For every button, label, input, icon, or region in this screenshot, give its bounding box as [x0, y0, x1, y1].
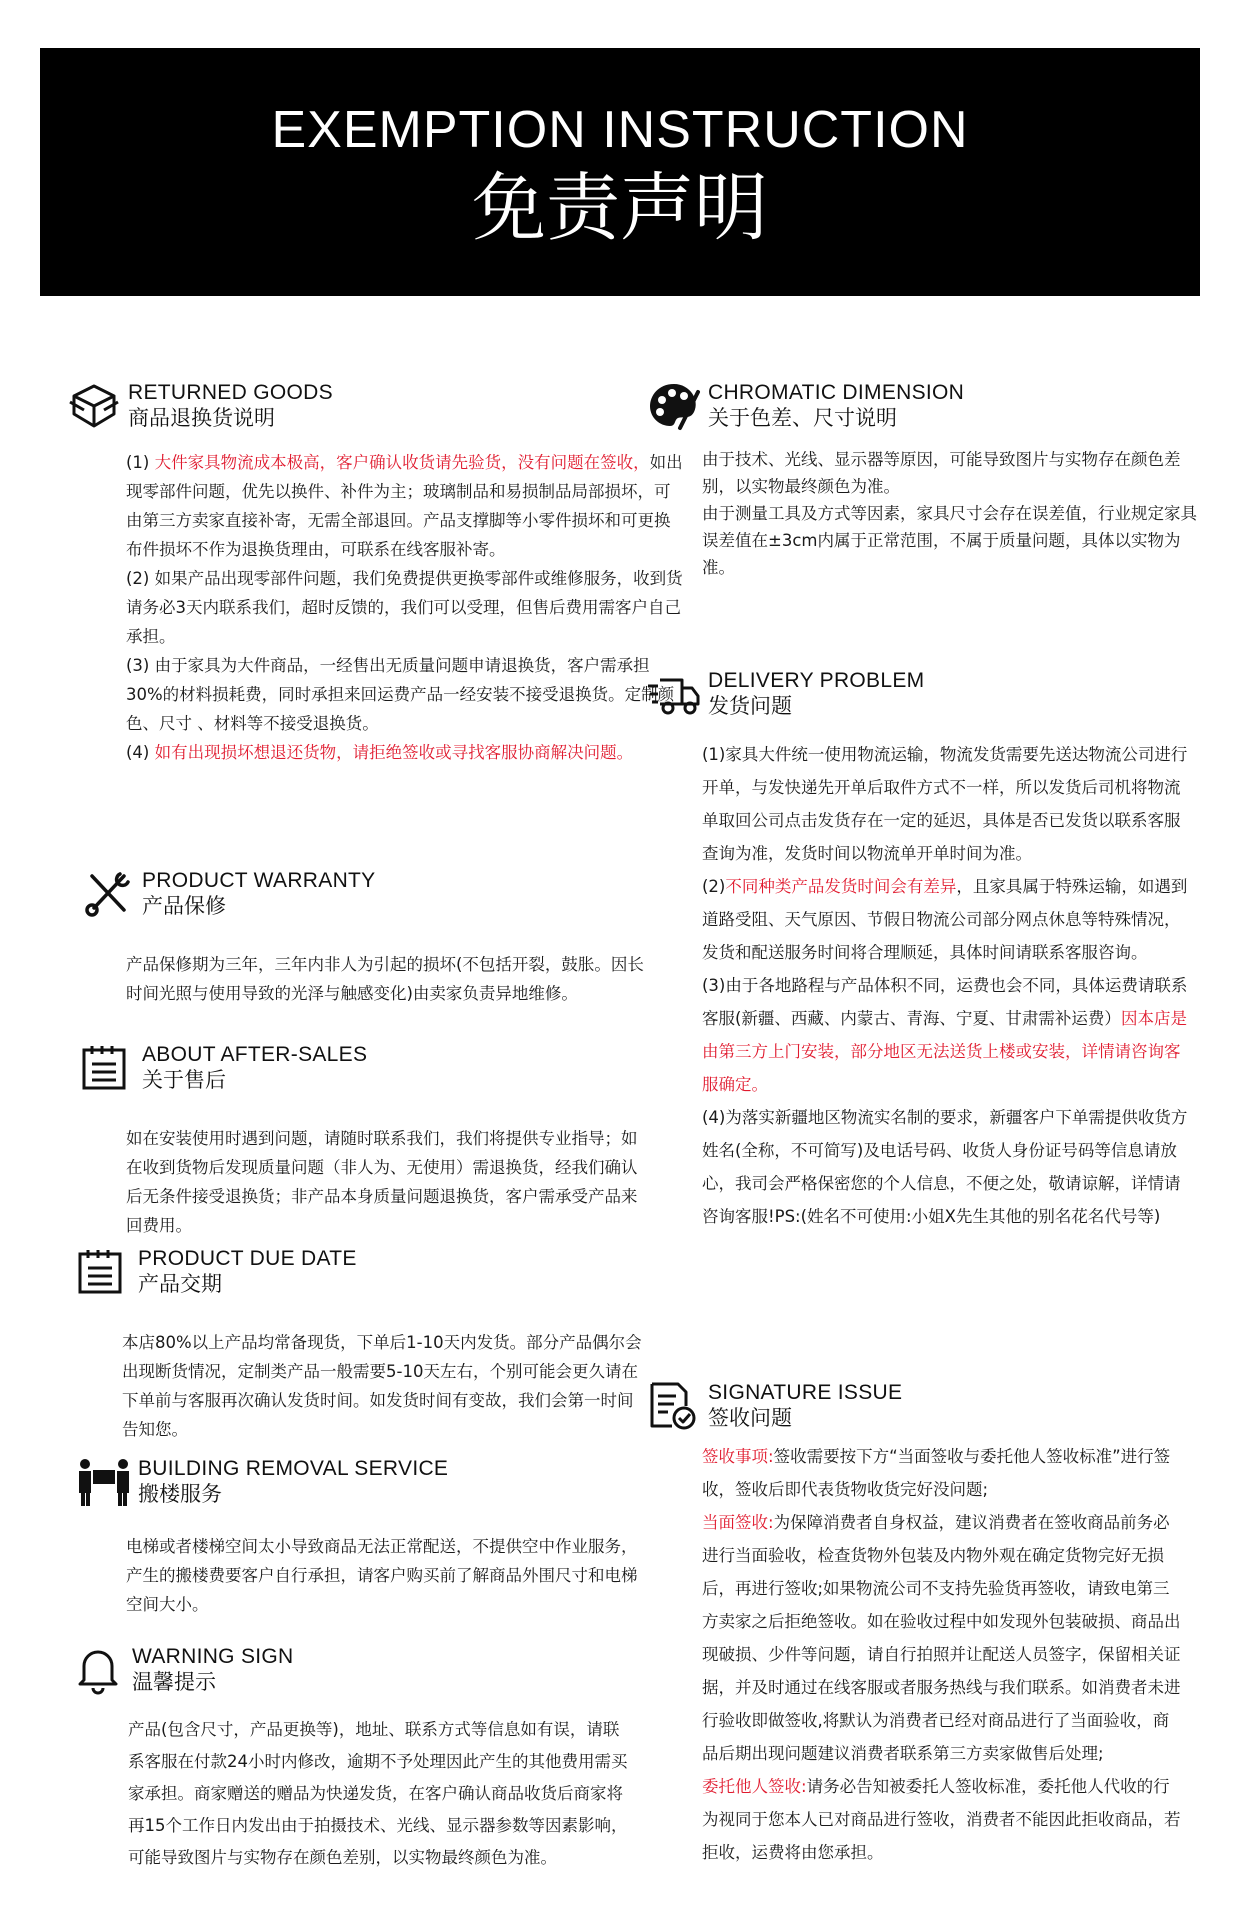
section-product-warranty: [80, 868, 644, 1008]
section-body: [702, 1440, 1182, 1869]
section-title-cn: 商品退换货说明: [128, 406, 275, 430]
signed-document-icon: [646, 1380, 706, 1432]
section-body: [702, 446, 1202, 581]
section-after-sales: [80, 1042, 640, 1240]
paragraph-2: (2)不同种类产品发货时间会有差异，且家具属于特殊运输，如遇到道路受阻、天气原因、节假日物流公司部分网点休息等特殊情况，发货和配送服务时间将合理顺延，具体时间请联系客服咨询。: [702, 877, 1188, 962]
section-title-cn: 发货问题: [708, 694, 792, 718]
palette-icon: [646, 380, 706, 432]
paragraph-2: 当面签收:为保障消费者自身权益，建议消费者在签收商品前务必进行当面验收，检查货物外包装及内物外观在确定货物完好无损后，再进行签收;如果物流公司不支持先验货再签收，请致电第三方卖家之后拒绝签收。如在验收过程中如发现外包装破损、商品出现破损、少件等问题，请自行拍照并让配送人员签字，保留相关证据，并及时通过在线客服或者服务热线与我们联系。如消费者未进行验收即做签收,将默认为消费者已经对商品进行了当面验收，商品后期出现问题建议消费者联系第三方卖家做售后处理;: [702, 1513, 1181, 1763]
section-title-en: WARNING SIGN: [132, 1645, 294, 1668]
paragraph-1: 由于技术、光线、显示器等原因，可能导致图片与实物存在颜色差别，以实物最终颜色为准。: [702, 450, 1181, 496]
section-title-en: SIGNATURE ISSUE: [708, 1381, 903, 1404]
section-title-cn: 关于色差、尺寸说明: [708, 406, 897, 430]
bell-icon: [70, 1644, 130, 1696]
banner-title-cn: 免责声明: [472, 165, 768, 251]
paragraph-3: 委托他人签收:请务必告知被委托人签收标准，委托他人代收的行为视同于您本人已对商品进行签收，消费者不能因此拒收商品，若拒收，运费将由您承担。: [702, 1777, 1181, 1862]
paragraph-2: 由于测量工具及方式等因素，家具尺寸会存在误差值，行业规定家具误差值在±3cm内属于正常范围，不属于质量问题，具体以实物为准。: [702, 504, 1197, 577]
section-title-cn: 签收问题: [708, 1406, 792, 1430]
wrench-screwdriver-icon: [80, 868, 140, 920]
section-chromatic-dimension: [646, 380, 1206, 581]
section-title-en: RETURNED GOODS: [128, 381, 333, 404]
section-title-cn: 产品交期: [138, 1272, 222, 1296]
section-body: 电梯或者楼梯空间太小导致商品无法正常配送，不提供空中作业服务，产生的搬楼费要客户自行承担，请客户购买前了解商品外围尺寸和电梯空间大小。: [126, 1537, 638, 1614]
section-delivery-problem: [646, 668, 1206, 1233]
section-body: 如在安装使用时遇到问题，请随时联系我们，我们将提供专业指导；如在收到货物后发现质量问题（非人为、无使用）需退换货，经我们确认后无条件接受退换货；非产品本身质量问题退换货，客户需承受产品来回费用。: [126, 1129, 638, 1235]
banner-title-en: EXEMPTION INSTRUCTION: [271, 101, 969, 159]
section-returned-goods: [66, 380, 683, 767]
section-building-removal: [76, 1456, 636, 1619]
paragraph-2: (2) 如果产品出现零部件问题，我们免费提供更换零部件或维修服务，收到货请务必3天内联系我们，超时反馈的，我们可以受理，但售后费用需客户自己承担。: [126, 569, 683, 646]
section-signature-issue: [646, 1380, 1206, 1869]
section-body: [66, 448, 686, 767]
section-title-en: PRODUCT DUE DATE: [138, 1247, 357, 1270]
section-title-en: ABOUT AFTER-SALES: [142, 1043, 368, 1066]
section-body: [702, 738, 1192, 1233]
section-body: 本店80%以上产品均常备现货，下单后1-10天内发货。部分产品偶尔会出现断货情况，定制类产品一般需要5-10天左右，个别可能会更久请在下单前与客服再次确认发货时间。如发货时间有变故，我们会第一时间告知您。: [122, 1333, 642, 1439]
section-body: 产品保修期为三年，三年内非人为引起的损坏(不包括开裂，鼓胀。因长时间光照与使用导致的光泽与触感变化)由卖家负责异地维修。: [126, 955, 644, 1003]
paragraph-3: (3)由于各地路程与产品体积不同，运费也会不同，具体运费请联系客服(新疆、西藏、内蒙古、青海、宁夏、甘肃需补运费）因本店是由第三方上门安装，部分地区无法送货上楼或安装，详情请咨询客服确定。: [702, 976, 1188, 1094]
delivery-truck-icon: [646, 668, 706, 720]
section-warning-sign: [70, 1644, 630, 1874]
box-return-icon: [66, 380, 126, 432]
section-title-cn: 温馨提示: [132, 1670, 216, 1694]
section-title-en: BUILDING REMOVAL SERVICE: [138, 1457, 449, 1480]
section-product-due-date: [76, 1246, 642, 1444]
paragraph-4: (4)为落实新疆地区物流实名制的要求，新疆客户下单需提供收货方姓名(全称，不可简写)及电话号码、收货人身份证号码等信息请放心，我司会严格保密您的个人信息，不便之处，敬请谅解，详情请咨询客服!PS:(姓名不可使用:小姐X先生其他的别名花名代号等): [702, 1108, 1188, 1226]
movers-icon: [76, 1456, 136, 1508]
section-title-cn: 关于售后: [142, 1068, 226, 1092]
section-title-en: DELIVERY PROBLEM: [708, 669, 925, 692]
paragraph-1: 签收事项:签收需要按下方“当面签收与委托他人签收标准”进行签收，签收后即代表货物收货完好没问题;: [702, 1447, 1171, 1499]
section-body: 产品(包含尺寸，产品更换等)，地址、联系方式等信息如有误，请联系客服在付款24小时内修改，逾期不予处理因此产生的其他费用需买家承担。商家赠送的赠品为快递发货，在客户确认商品收货后商家将再15个工作日内发出由于拍摄技术、光线、显示器参数等因素影响，可能导致图片与实物存在颜色差别，以实物最终颜色为准。: [128, 1720, 628, 1867]
section-title-cn: 搬楼服务: [138, 1482, 222, 1506]
section-title-en: CHROMATIC DIMENSION: [708, 381, 965, 404]
calendar-notes-icon: [80, 1042, 140, 1094]
paragraph-4: (4) 如有出现损坏想退还货物，请拒绝签收或寻找客服协商解决问题。: [126, 743, 634, 762]
paragraph-3: (3) 由于家具为大件商品，一经售出无质量问题申请退换货，客户需承担30%的材料损耗费，同时承担来回运费产品一经安装不接受退换货。定制颜色、尺寸 、材料等不接受退换货。: [126, 656, 675, 733]
paragraph-1: (1)家具大件统一使用物流运输，物流发货需要先送达物流公司进行开单，与发快递先开单后取件方式不一样，所以发货后司机将物流单取回公司点击发货存在一定的延迟，具体是否已发货以联系客服查询为准，发货时间以物流单开单时间为准。: [702, 745, 1188, 863]
calendar-notes-icon: [76, 1246, 136, 1298]
section-title-en: PRODUCT WARRANTY: [142, 869, 376, 892]
section-title-cn: 产品保修: [142, 894, 226, 918]
paragraph-1: (1) 大件家具物流成本极高，客户确认收货请先验货，没有问题在签收，如出现零部件问题，优先以换件、补件为主；玻璃制品和易损制品局部损坏，可由第三方卖家直接补寄，无需全部退回。产品支撑脚等小零件损坏和可更换布件损坏不作为退换货理由，可联系在线客服补寄。: [126, 453, 683, 559]
header-banner: [40, 48, 1200, 296]
